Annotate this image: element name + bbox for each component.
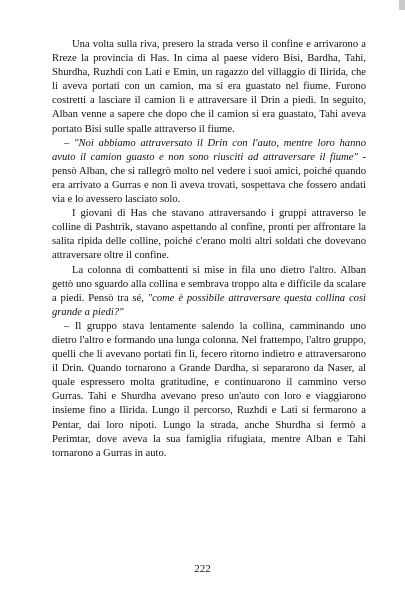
page-number: 222 (194, 563, 211, 575)
paragraph-2 (52, 137, 366, 207)
paragraph-2-quote: "Noi abbiamo attraversato il Drin con l'auto, mentre loro hanno avuto il camion guasto e non sono riusciti ad attraversare il fiume" (52, 137, 366, 163)
paragraph-3-text: I giovani di Has che stavano attraversando i gruppi attraverso le colline di Pashtrik, stavano aspettando al confine, pronti per affrontare la salita ripida delle colline, poiché c'erano molti altri soldati che dovevano attraversare oltre il confine. (52, 208, 366, 262)
paragraph-4-quote: "come è possibile attraversare questa collina così grande a piedi?" (52, 292, 367, 318)
body-text (52, 38, 366, 461)
paragraph-2-text: - pensò Alban, che si rallegrò molto nel vedere i suoi amici, poiché quando era arrivato a Gurras e non li aveva trovati, sospettava che fossero andati via e lo avessero lasciato solo. (52, 151, 366, 206)
paragraph-4-text: La colonna di combattenti si mise in fila uno dietro l'altro. Alban gettò uno sguardo alla collina e sembrava troppo alta e difficile da scalare a piedi. Pensò tra sé, (52, 264, 366, 304)
paragraph-5 (52, 320, 366, 461)
paragraph-3 (52, 207, 366, 263)
paragraph-5-text: – Il gruppo stava lentamente salendo la collina, camminando uno dietro l'altro e formando una lunga colonna. Nel frattempo, l'altro gruppo, quelli che li avevano portati fin lì, fecero ritorno indietro e attraversarono il Drin. Quando tornarono a Grande Dardha, si separarono da Naser, al quale espressero molta gratitudine, e continuarono il cammino verso Gurras. Tahi e Shurdha avevano preso un'auto con loro e viaggiarono insieme fino a Ilirida. Lungo il percorso, Ruzhdi e Lati si fermarono a Pentar, dai loro nipoti. Lungo la strada, anche Shurdha si fermò a Perimtar, dove aveva la sua famiglia rifugiata, mentre Alban e Tahi tornarono a Gurras in auto. (52, 320, 366, 459)
paragraph-1-text: Una volta sulla riva, presero la strada verso il confine e arrivarono a Rreze la provincia di Has. In cima al paese videro Bisi, Bardha, Tahi, Shurdha, Ruzhdi con Lati e Emin, un ragazzo del villaggio di Ilirida, che li aveva portati con un camion, ma si era guastato nel fiume. Furono costretti a lasciare il camion lì e attraversare il Drin a piedi. In seguito, Alban venne a sapere che dopo che il camion si era guastato, Tahi aveva portato Bisi sulle spalle attraverso il fiume. (52, 39, 366, 135)
paragraph-2-dash: – (64, 137, 75, 149)
paragraph-4 (52, 264, 366, 320)
page-corner-tab (399, 0, 405, 10)
paragraph-1 (52, 38, 366, 137)
